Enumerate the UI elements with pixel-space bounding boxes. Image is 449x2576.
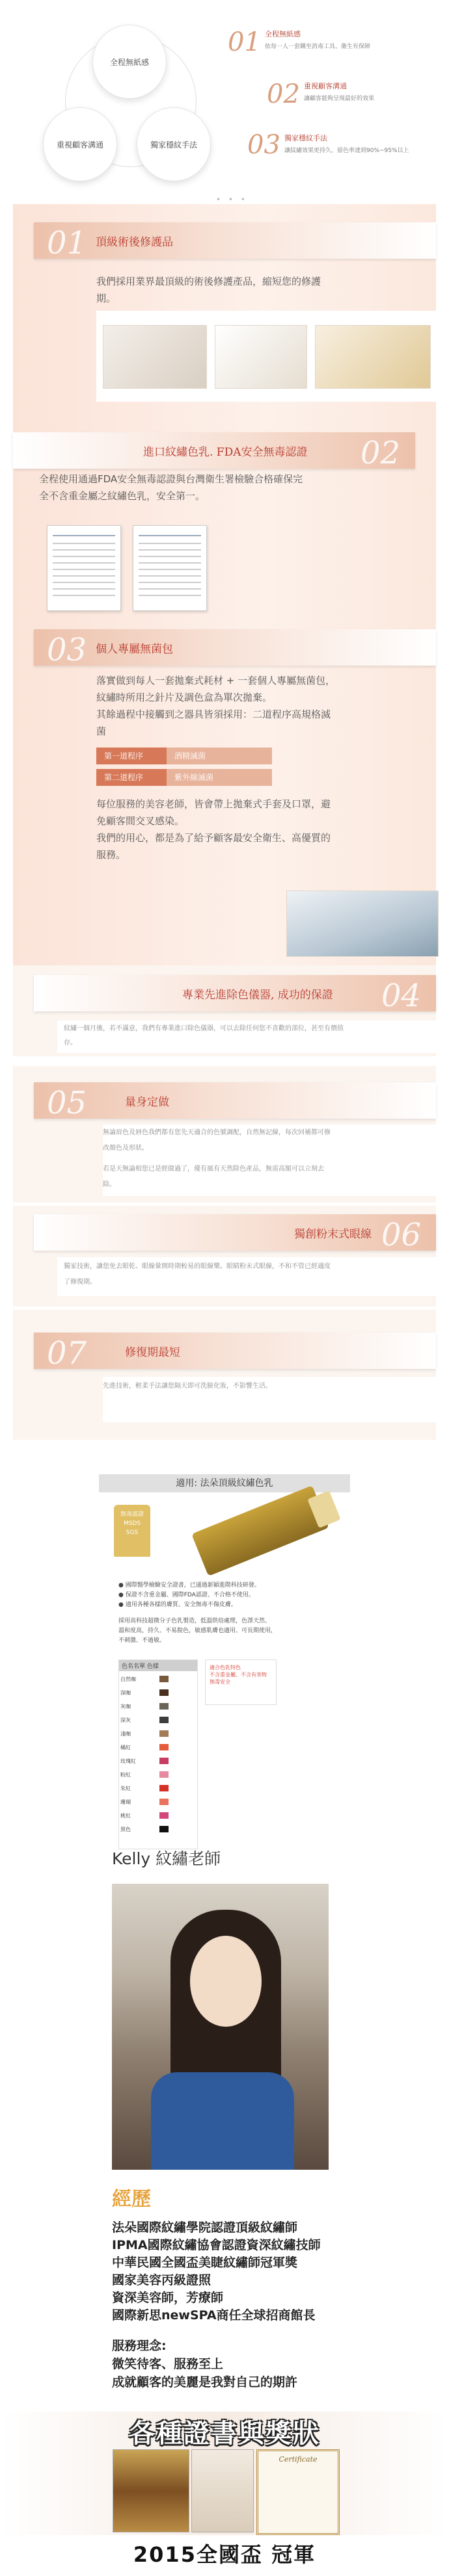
section-number: 07 [47,1335,87,1372]
color-name: 玫瑰紅 [120,1758,136,1764]
product-bullet: ● 國際醫學檢驗安全證書，已通過新穎進階科技研發。 [118,1582,260,1589]
product-bullet: ● 適用各種各樣的膚質、安全無毒不傷皮膚。 [118,1602,237,1608]
color-name: 深咖 [120,1690,131,1696]
color-swatch [159,1785,169,1791]
infobox-line: 無毒安全 [210,1679,230,1685]
section-05-text-line: 無論眉色及唇色我們都有您先天適合的色號調配，自然無記線，每次回補都可修 [103,1129,331,1136]
color-name: 深灰 [120,1717,131,1723]
section-04-panel [57,1021,436,1053]
experience-item: 國家美容丙級證照 [112,2273,211,2287]
section-02-header [13,432,415,469]
product-bullet: ● 保證不含重金屬、國際FDA認證、不合格不使用。 [118,1592,254,1598]
sterilize-step-1-method: 酒精滅菌 [167,748,272,764]
table-header-cell: 色名名單 [122,1663,146,1670]
section-number: 05 [47,1085,87,1121]
table-header-cell: 色樣 [146,1663,159,1670]
color-swatch [159,1826,169,1832]
color-name: 自然咖 [120,1676,136,1682]
hero-item-title: 獨家穩紋手法 [284,134,327,142]
section-03-text-line: 服務。 [96,849,126,861]
section-06-panel [57,1257,436,1296]
section-06-header [34,1214,436,1251]
hero-circle-label: 獨家穩紋手法 [150,140,197,150]
color-name: 粉紅 [120,1772,131,1778]
section-03-text-line: 菌 [96,725,107,737]
color-swatch [159,1812,169,1819]
infobox-line: 不含重金屬、不含有害物 [210,1672,267,1678]
section-number: 03 [47,632,87,668]
hero-number: 02 [267,79,300,109]
hero-number: 03 [247,130,280,160]
section-02-text-line: 全不含重金屬之紋繡色乳，安全第一。 [39,490,206,502]
section-title: 修復期最短 [125,1346,180,1359]
section-03-header [34,629,436,666]
experience-item: 國際新思newSPA商任全球招商館長 [112,2308,316,2322]
service-item: 微笑待客、服務至上 [112,2357,224,2371]
color-swatch [159,1744,169,1750]
product-bullet: 採用高科技超微分子色乳製造，低溫烘焙處理，色澤天然、 [118,1618,271,1624]
infobox-line: 適合色乳特色 [210,1665,241,1671]
certificates-title: 各種證書與獎狀 [129,2419,320,2449]
product-infobox [205,1659,277,1705]
certificate-heading: Certificate [279,2455,318,2464]
portrait-face [190,1936,262,2027]
section-05-text-line: 若是天無論相您已是經做過了，優有風有天然除色產品，無需高額可以立刻去 [103,1165,324,1173]
section-04-text-line: 紋繡一個月後，若不滿意，我們有專業進口除色儀器，可以去除任何您不喜歡的部位，甚至有價值 [64,1025,344,1032]
section-title: 進口紋繡色乳. FDA安全無毒認證 [143,446,308,459]
product-photo [315,325,431,389]
fda-certificate-document [47,525,121,611]
hero-circle-right [137,107,211,181]
trophy-photo [113,2449,189,2532]
teacher-name: Kelly 紋繡老師 [112,1849,221,1868]
color-swatch [159,1717,169,1723]
service-item: 成就顧客的美麗是我對自己的期許 [112,2375,298,2389]
hero-item-title: 全程無紙感 [265,30,301,38]
section-05-panel [103,1125,436,1196]
section-number: 04 [381,978,422,1014]
sterile-kit-photo [286,891,439,957]
color-swatch [159,1676,169,1682]
product-bullet: 溫和度高，持久、不易脫色，敏感肌膚也適用、可長期使用， [118,1628,277,1634]
section-title: 專業先進除色儀器, 成功的保證 [182,989,333,1002]
color-name: 黑色 [120,1827,131,1832]
section-01-text-line: 我們採用業界最頂級的術後修護產品，縮短您的修護 [96,276,321,287]
section-number: 01 [47,225,87,261]
color-name: 橘紅 [120,1745,131,1750]
section-03-text-line: 免顧客間交叉感染。 [96,815,185,827]
section-number: 06 [381,1217,422,1253]
experience-item: 法朵國際紋繡學院認證頂級紋繡師 [112,2220,298,2235]
sterilize-step-1-label: 第一道程序 [96,748,174,764]
hero-circle-label: 重視顧客溝通 [56,140,103,150]
hero-item-desc: 依每一人一套購至消毒工具、衛生有保障 [265,44,371,50]
section-07-panel [103,1377,436,1422]
award-caption: 2015全國盃 冠軍 [133,2542,316,2567]
section-05-text-line: 除。 [103,1181,116,1188]
badge-line: 無毒認證 [120,1511,144,1518]
section-04-header [34,975,436,1014]
experience-item: IPMA國際紋繡協會認證資深紋繡技師 [112,2238,321,2252]
section-06-text-line: 獨家技術，讓您免去眼乾、眼線暈開時期較易的眼線樂。眼睛粉末式眼線，不和不管已經適度 [64,1263,331,1270]
product-title: 適用: 法朵頂級紋繡色乳 [99,1474,350,1492]
section-01-text-line: 期。 [96,293,116,304]
color-name: 灰咖 [120,1704,131,1710]
color-name: 淺咖 [120,1731,131,1737]
color-table-header [119,1660,197,1671]
certificate-photo [256,2449,340,2535]
hero-circle-top [92,25,167,99]
section-04-text-line: 存。 [64,1039,77,1047]
section-07-header [34,1333,436,1372]
hero-item-title: 重視顧客溝通 [304,82,347,90]
safety-badge [114,1505,150,1557]
section-number: 02 [361,435,401,471]
hero-item-desc: 讓顧客能夠呈現最好的效果 [304,96,375,102]
section-title: 量身定做 [125,1096,169,1109]
hero-number: 01 [228,27,261,57]
color-swatch [159,1703,169,1710]
service-heading: 服務理念: [112,2339,167,2353]
hero-circle-label: 全程無紙感 [109,57,149,67]
color-swatch [159,1689,169,1696]
section-03-text-line: 其餘過程中接觸到之器具皆須採用：二道程序高規格滅 [96,709,331,720]
section-05-header [34,1082,436,1119]
section-02-text-line: 全程使用通過FDA安全無毒認證與台灣衛生署檢驗合格確保完 [39,473,303,485]
color-swatch [159,1799,169,1805]
badge-line: SGS [126,1529,139,1536]
color-name: 珊瑚 [120,1799,131,1805]
color-swatch [159,1771,169,1778]
sterilize-step-2-label: 第二道程序 [96,769,174,786]
color-swatch [159,1730,169,1737]
product-bullet: 不刺激、不過敏。 [118,1637,166,1644]
teacher-portrait [112,1884,329,2170]
section-01-header [34,222,436,259]
section-05-text-line: 改顏色及形狀。 [103,1145,148,1152]
experience-heading: 經歷 [112,2188,151,2211]
section-divider-dots: • • • [216,195,248,204]
product-photo [103,325,207,389]
section-06-text-line: 了修復期。 [64,1279,96,1286]
experience-item: 資深美容師，芳療師 [112,2291,224,2305]
section-title: 頂級術後修護品 [96,236,173,249]
section-title: 個人專屬無菌包 [96,643,173,656]
section-03-text-line: 紋繡時所用之針片及調色盒為單次拋棄。 [96,692,273,703]
badge-line: MSDS [123,1520,141,1527]
experience-item: 中華民國全國盃美睫紋繡師冠軍獎 [112,2256,298,2270]
color-name: 朱紅 [120,1786,131,1791]
certificate-photo [191,2449,254,2532]
color-name: 桃紅 [120,1813,131,1819]
product-photo [215,325,307,389]
section-03-text-line: 我們的用心，都是為了給予顧客最安全衛生、高優質的 [96,832,331,844]
section-03-text-line: 落實做到每人一套拋棄式耗材 + 一套個人專屬無菌包， [96,675,336,686]
section-03-text-line: 每位服務的美容老師，皆會帶上拋棄式手套及口罩，避 [96,798,331,810]
hero-circle-left [43,107,117,181]
section-01-photo-panel [96,311,436,402]
hero-item-desc: 讓紋繡效果更持久、留色率達到90%~95%以上 [284,148,409,154]
sterilize-step-2-method: 紫外線滅菌 [167,769,272,786]
section-title: 獨創粉末式眼線 [294,1228,372,1241]
color-table [118,1659,198,1849]
portrait-shirt [151,2072,294,2170]
fda-certificate-document [133,525,207,611]
color-swatch [159,1758,169,1764]
section-07-text-line: 先進技術，輕柔手法讓您隔天即可洗臉化妝，不影響生活。 [103,1383,272,1390]
